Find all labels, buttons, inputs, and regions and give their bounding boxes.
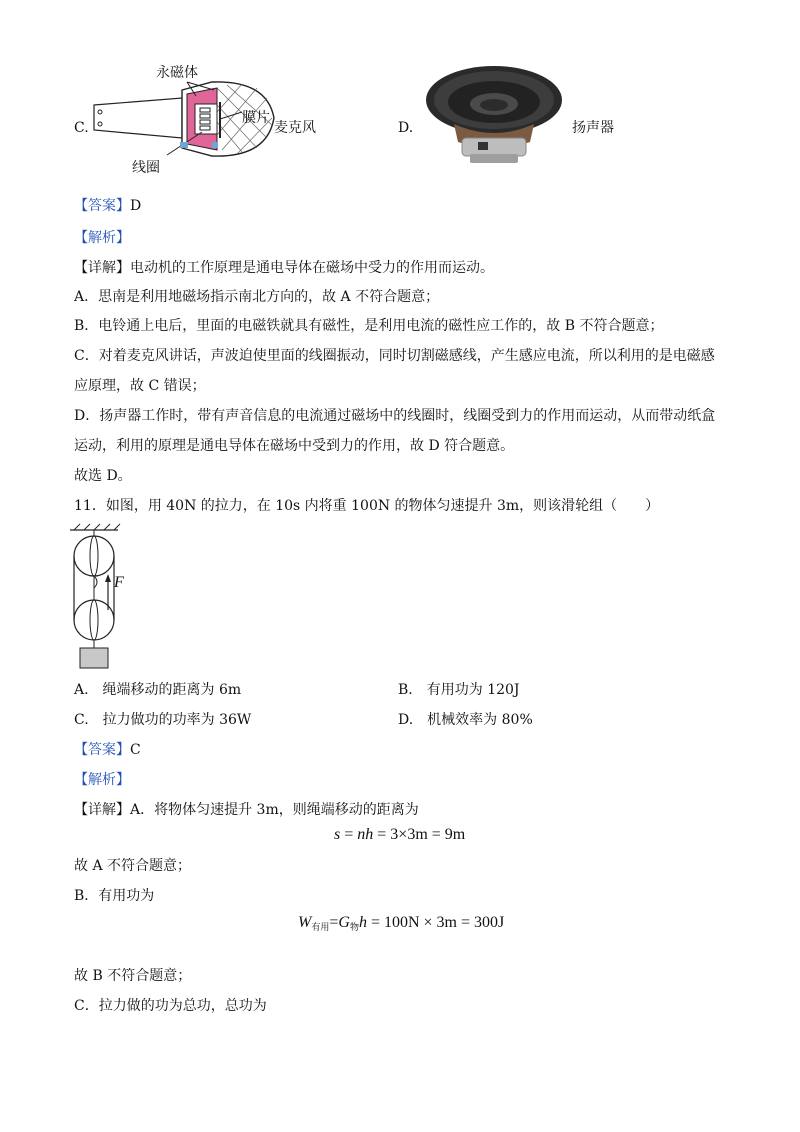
q11-detail-b: B．有用功为 [74, 888, 155, 904]
eq2-w: W [298, 914, 312, 931]
q11-answer: C [130, 742, 141, 758]
equation-useful-work [298, 914, 504, 933]
q10-conclusion: 故选 D。 [74, 468, 132, 484]
eq2-eq-sign: = [329, 914, 339, 931]
label-membrane: 膜片 [242, 110, 270, 126]
eq1-s: s [334, 826, 341, 843]
label-permanent-magnet: 永磁体 [156, 65, 198, 81]
q11-detail-c: C．拉力做的功为总功，总功为 [74, 998, 267, 1014]
q11-stem: 11．如图，用 40N 的拉力，在 10s 内将重 100N 的物体匀速提升 3m，则该滑轮组（ ） [74, 498, 660, 514]
eq2-g: G [338, 914, 350, 931]
q11-answer-tag: 【答案】 [74, 742, 130, 758]
option-c-letter: C. [74, 120, 89, 136]
q10-analysis-tag: 【解析】 [74, 230, 130, 246]
q10-answer: D [130, 198, 142, 214]
eq1-rest: = 3×3m = 9m [373, 826, 466, 843]
eq1-eq: = [340, 826, 358, 843]
eq1-n: n [357, 826, 366, 843]
q10-answer-line [74, 196, 141, 216]
q11-detail-a: 【详解】A．将物体匀速提升 3m，则绳端移动的距离为 [74, 802, 419, 818]
q11-analysis-tag: 【解析】 [74, 772, 130, 788]
eq2-w-sub: 有用 [311, 922, 330, 932]
microphone-caption: 麦克风 [274, 120, 316, 136]
eq2-g-sub: 物 [349, 922, 359, 932]
q11-option-d: D. 机械效率为 80% [398, 712, 533, 728]
pulley-system-diagram [68, 522, 138, 670]
q10-line-d1: D．扬声器工作时，带有声音信息的电流通过磁场中的线圈时，线圈受到力的作用而运动，从而带动纸盒 [74, 408, 716, 424]
eq2-h: h [358, 914, 367, 931]
q11-option-b: B. 有用功为 120J [398, 682, 520, 698]
q10-line-a: A．思南是利用地磁场指示南北方向的，故 A 不符合题意； [74, 289, 440, 305]
option-d-letter: D. [398, 120, 414, 136]
eq1-h: h [365, 826, 374, 843]
label-coil: 线圈 [132, 160, 160, 176]
q10-line-c2: 应原理，故 C 错误； [74, 378, 206, 394]
equation-distance [334, 826, 465, 844]
q11-answer-line [74, 740, 141, 760]
q11-option-a: A. 绳端移动的距离为 6m [74, 682, 242, 698]
q11-conclusion-a: 故 A 不符合题意； [74, 858, 192, 874]
q10-detail-line: 【详解】电动机的工作原理是通电导体在磁场中受力的作用而运动。 [74, 260, 494, 276]
q10-line-b: B．电铃通上电后，里面的电磁铁就具有磁性，是利用电流的磁性应工作的，故 B 不符合题意； [74, 318, 664, 334]
loudspeaker-image [424, 62, 564, 166]
speaker-caption: 扬声器 [572, 120, 614, 136]
q10-line-c1: C．对着麦克风讲话，声波迫使里面的线圈振动，同时切割磁感线，产生感应电流，所以利用的是电磁感 [74, 348, 715, 364]
q11-option-c: C. 拉力做功的功率为 36W [74, 712, 252, 728]
force-label-f: F [114, 574, 124, 591]
eq2-rest: = 100N × 3m = 300J [366, 914, 505, 931]
q11-conclusion-b: 故 B 不符合题意； [74, 968, 192, 984]
q10-line-d2: 运动，利用的原理是通电导体在磁场中受到力的作用，故 D 符合题意。 [74, 438, 515, 454]
q10-answer-tag: 【答案】 [74, 198, 130, 214]
